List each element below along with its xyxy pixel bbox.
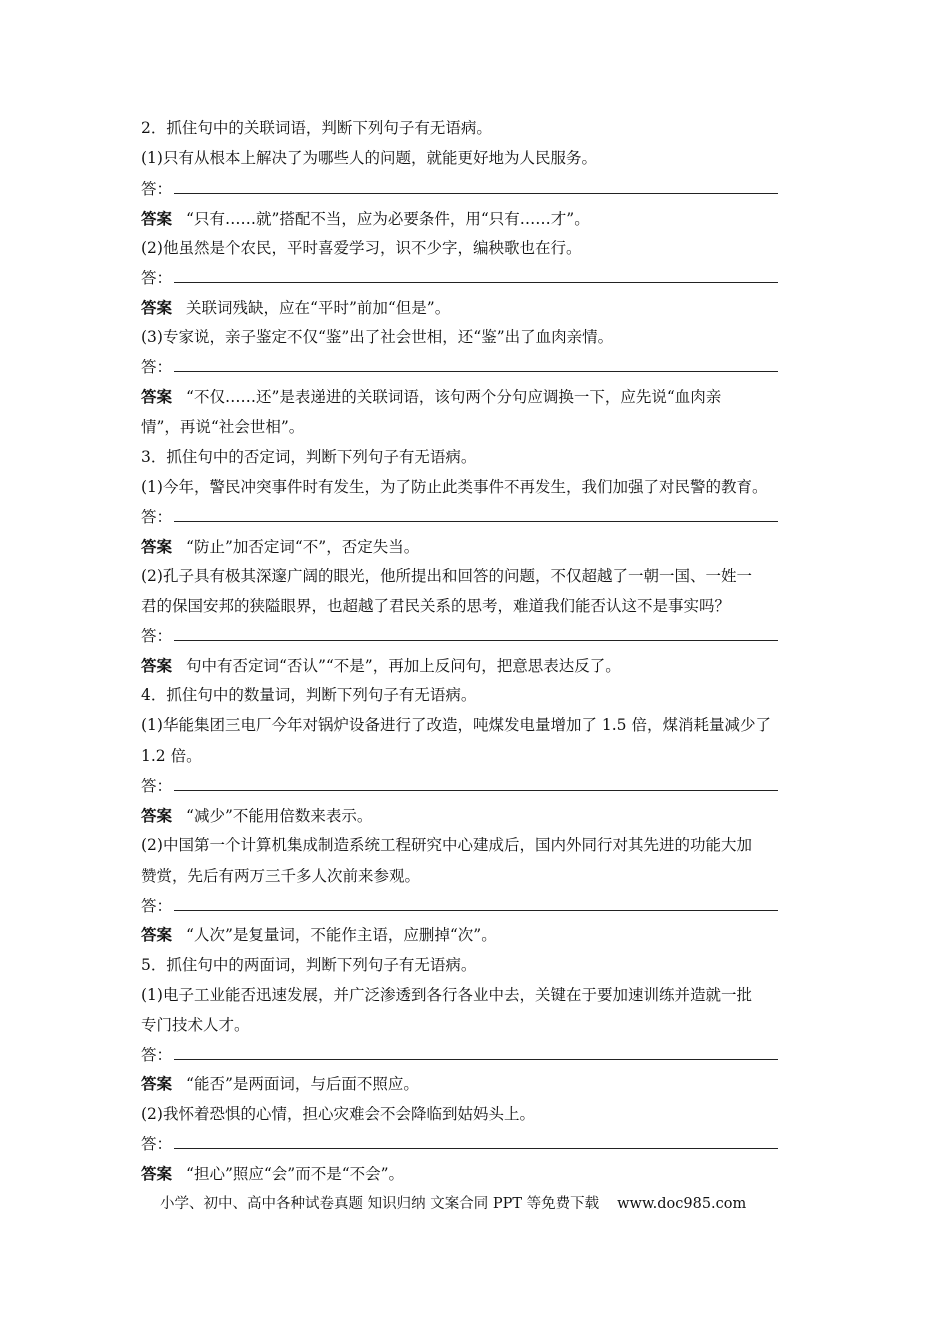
answer-blank — [174, 268, 778, 283]
answer-blank-line — [141, 1045, 813, 1065]
answer-blank — [174, 1045, 778, 1060]
answer-blank-line — [141, 507, 813, 527]
answer-blank-label: 答： — [141, 777, 173, 795]
question-line: (1)只有从根本上解决了为哪些人的问题，就能更好地为人民服务。 — [141, 149, 597, 167]
answer-blank — [174, 896, 778, 911]
answer-label: 答案 — [141, 388, 173, 406]
answer-blank-label: 答： — [141, 269, 173, 287]
answer-text: “能否”是两面词，与后面不照应。 — [186, 1075, 419, 1093]
answer-label: 答案 — [141, 1165, 173, 1183]
answer-line — [141, 1074, 813, 1094]
answer-blank-label: 答： — [141, 358, 173, 376]
answer-blank — [174, 357, 778, 372]
answer-label: 答案 — [141, 210, 173, 228]
answer-line — [141, 387, 813, 407]
answer-text: 关联词残缺，应在“平时”前加“但是”。 — [186, 299, 451, 317]
question-line: 君的保国安邦的狭隘眼界，也超越了君民关系的思考，难道我们能否认这不是事实吗？ — [141, 597, 731, 615]
answer-text: “减少”不能用倍数来表示。 — [186, 807, 373, 825]
answer-blank-line — [141, 357, 813, 377]
answer-blank — [174, 1134, 778, 1149]
answer-text: “担心”照应“会”而不是“不会”。 — [186, 1165, 405, 1183]
answer-blank-line — [141, 626, 813, 646]
answer-label: 答案 — [141, 657, 173, 675]
answer-blank-line — [141, 1134, 813, 1154]
answer-label: 答案 — [141, 926, 173, 944]
answer-blank-line — [141, 776, 813, 796]
answer-blank-line — [141, 896, 813, 916]
question-line: (2)中国第一个计算机集成制造系统工程研究中心建成后，国内外同行对其先进的功能大加 — [141, 836, 752, 854]
question-line: (3)专家说，亲子鉴定不仅“鉴”出了社会世相，还“鉴”出了血肉亲情。 — [141, 328, 614, 346]
answer-blank-label: 答： — [141, 897, 173, 915]
question-line: (2)我怀着恐惧的心情，担心灾难会不会降临到姑妈头上。 — [141, 1105, 535, 1123]
question-line: 2．抓住句中的关联词语，判断下列句子有无语病。 — [141, 119, 492, 137]
answer-label: 答案 — [141, 538, 173, 556]
question-line: 5．抓住句中的两面词，判断下列句子有无语病。 — [141, 956, 477, 974]
answer-line — [141, 537, 813, 557]
footer-url: www.doc985.com — [617, 1196, 747, 1212]
answer-line — [141, 298, 813, 318]
answer-text: “防止”加否定词“不”，否定失当。 — [186, 538, 420, 556]
answer-text: 句中有否定词“否认”“不是”，再加上反问句，把意思表达反了。 — [186, 657, 621, 675]
question-line: (2)孔子具有极其深邃广阔的眼光，他所提出和回答的问题，不仅超越了一朝一国、一姓一 — [141, 567, 752, 585]
answer-line — [141, 1164, 813, 1184]
answer-blank-label: 答： — [141, 1135, 173, 1153]
question-line: (2)他虽然是个农民，平时喜爱学习，识不少字，编秧歌也在行。 — [141, 239, 582, 257]
footer-text: 小学、初中、高中各种试卷真题 知识归纳 文案合同 PPT 等免费下载 — [160, 1196, 600, 1212]
answer-blank-label: 答： — [141, 508, 173, 526]
answer-blank-line — [141, 268, 813, 288]
question-line: (1)电子工业能否迅速发展，并广泛渗透到各行各业中去，关键在于要加速训练并造就一批 — [141, 986, 752, 1004]
answer-label: 答案 — [141, 299, 173, 317]
answer-text: “人次”是复量词，不能作主语，应删掉“次”。 — [186, 926, 497, 944]
answer-blank — [174, 776, 778, 791]
answer-line — [141, 806, 813, 826]
answer-blank-label: 答： — [141, 1046, 173, 1064]
answer-label: 答案 — [141, 807, 173, 825]
answer-blank — [174, 507, 778, 522]
page-footer — [160, 1192, 746, 1213]
answer-text: “不仅……还”是表递进的关联词语，该句两个分句应调换一下，应先说“血肉亲 — [186, 388, 722, 406]
question-line: (1)今年，警民冲突事件时有发生，为了防止此类事件不再发生，我们加强了对民警的教育。 — [141, 478, 768, 496]
answer-line — [141, 209, 813, 229]
answer-blank-line — [141, 179, 813, 199]
answer-blank — [174, 179, 778, 194]
question-line: 3．抓住句中的否定词，判断下列句子有无语病。 — [141, 448, 477, 466]
question-line: 专门技术人才。 — [141, 1016, 250, 1034]
question-line: 4．抓住句中的数量词，判断下列句子有无语病。 — [141, 686, 477, 704]
answer-line — [141, 925, 813, 945]
question-line: (1)华能集团三电厂今年对锅炉设备进行了改造，吨煤发电量增加了 1.5 倍，煤消耗量减少了 — [141, 716, 771, 734]
answer-label: 答案 — [141, 1075, 173, 1093]
answer-text: “只有……就”搭配不当，应为必要条件，用“只有……才”。 — [186, 210, 590, 228]
answer-blank-label: 答： — [141, 180, 173, 198]
question-line: 情”，再说“社会世相”。 — [141, 418, 305, 436]
question-line: 赞赏，先后有两万三千多人次前来参观。 — [141, 867, 421, 885]
answer-line — [141, 656, 813, 676]
answer-blank-label: 答： — [141, 627, 173, 645]
answer-blank — [174, 626, 778, 641]
question-line: 1.2 倍。 — [141, 747, 202, 765]
